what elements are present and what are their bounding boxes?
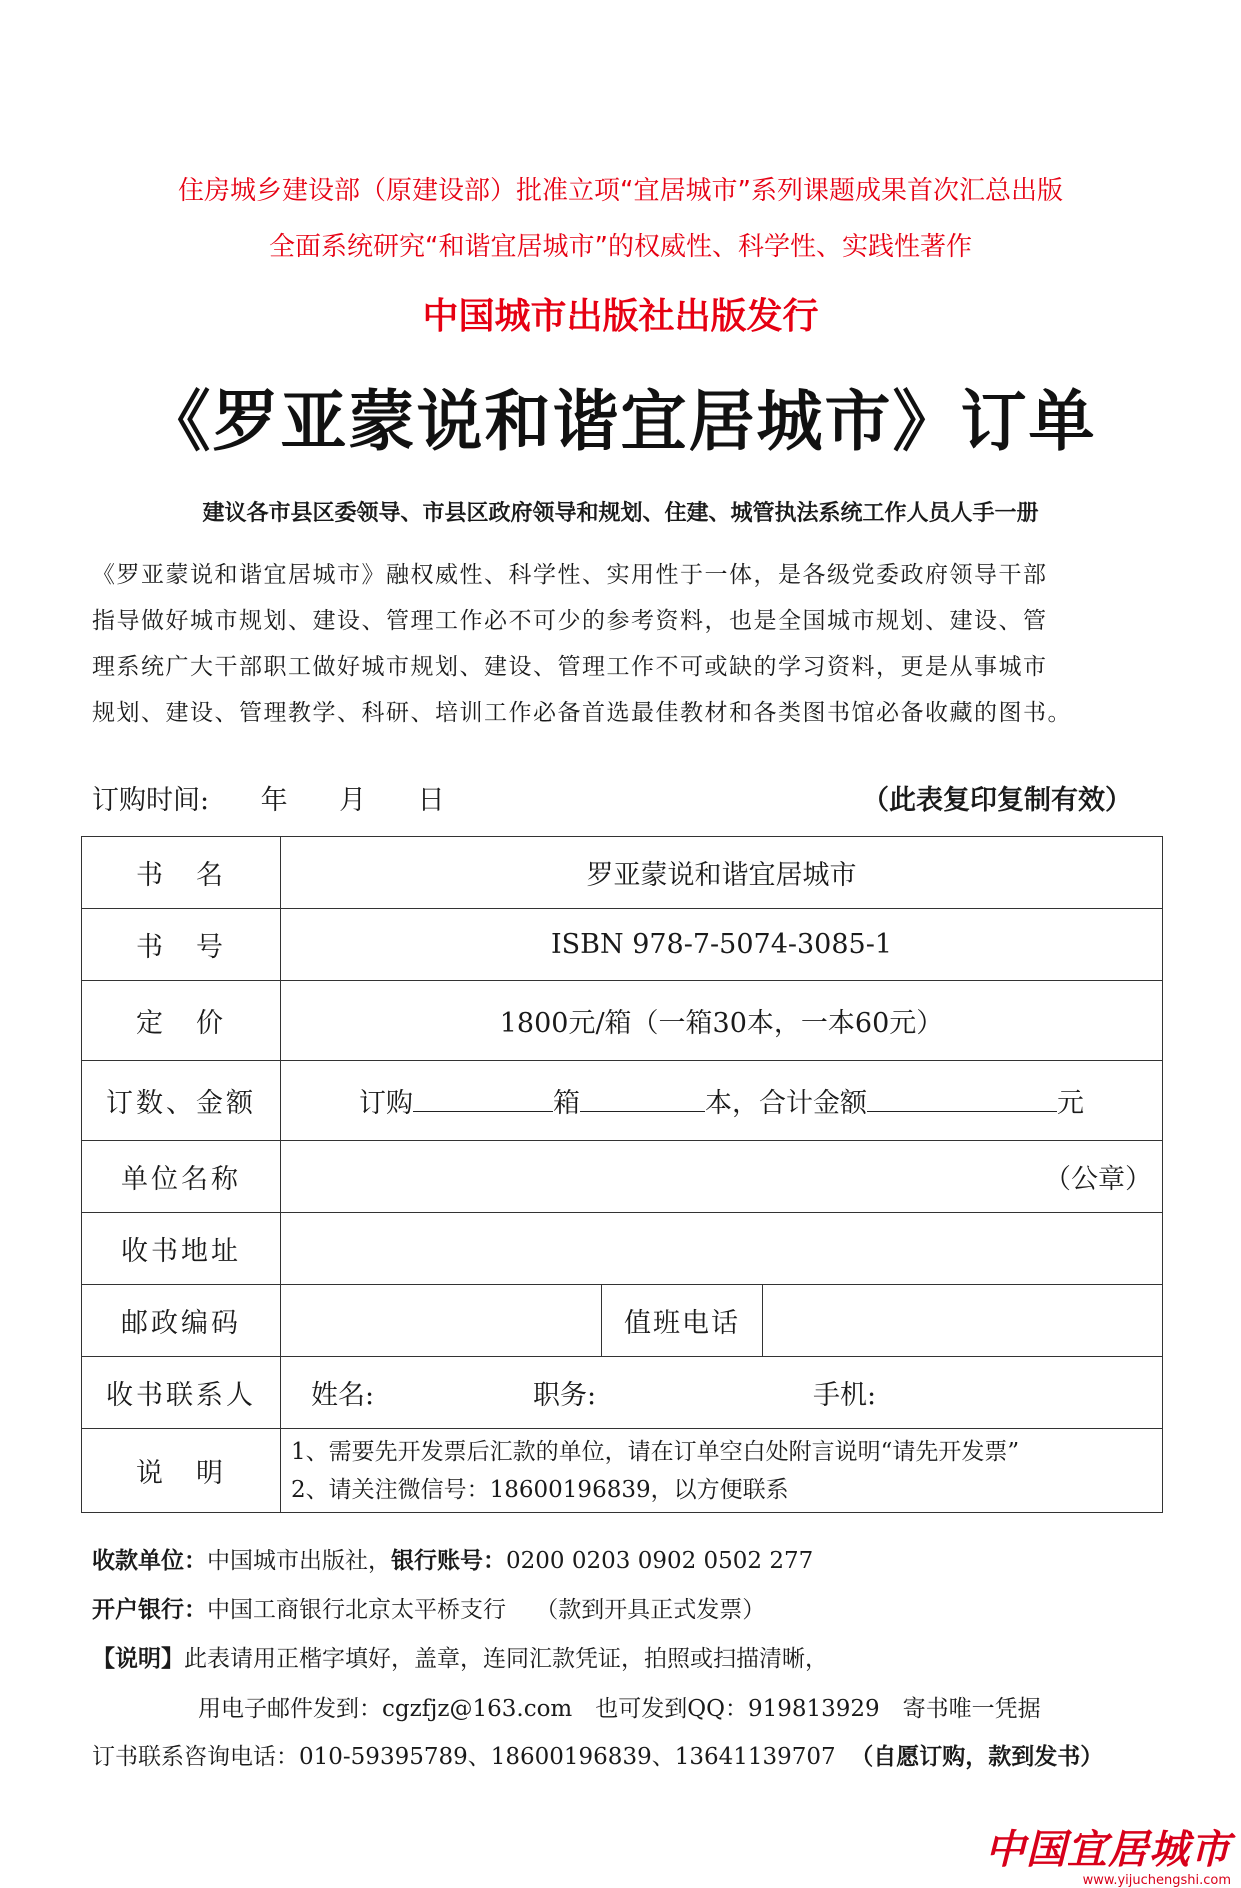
price-value: 1800元/箱（一箱30本，一本60元） — [281, 981, 1163, 1061]
name-label: 姓名: — [311, 1380, 375, 1411]
subtitle: 建议各市县区委领导、市县区政府领导和规划、住建、城管执法系统工作人员人手一册 — [202, 501, 1039, 526]
table-row-price — [82, 981, 1163, 1061]
note-line-2: 2、请关注微信号：18600196839，以方便联系 — [291, 1476, 789, 1503]
unit-label: 单位名称 — [82, 1141, 281, 1213]
account-value: 0200 0203 0902 0502 277 — [506, 1548, 814, 1574]
address-field[interactable] — [281, 1213, 1163, 1285]
instruction-text: 此表请用正楷字填好，盖章，连同汇款凭证，拍照或扫描清晰， — [184, 1646, 828, 1672]
copy-valid-note: （此表复印复制有效） — [862, 785, 1132, 816]
month-label: 月 — [339, 785, 367, 816]
position-label: 职务: — [533, 1380, 597, 1411]
payee-line — [92, 1542, 813, 1575]
day-label: 日 — [417, 785, 445, 816]
table-row-isbn — [82, 909, 1163, 981]
intro-line: 规划、建设、管理教学、科研、培训工作必备首选最佳教材和各类图书馆必备收藏的图书。 — [92, 700, 1072, 726]
email-line: 用电子邮件发到：cgzfjz@163.com 也可发到QQ：919813929 寄书唯一凭据 — [198, 1696, 1041, 1722]
order-time-row — [92, 778, 1132, 818]
postcode-label: 邮政编码 — [82, 1285, 281, 1357]
table-row-contact — [82, 1357, 1163, 1429]
payee-value: 中国城市出版社， — [207, 1548, 391, 1574]
intro-line: 《罗亚蒙说和谐宜居城市》融权威性、科学性、实用性于一体，是各级党委政府领导干部 — [92, 562, 1048, 588]
price-label: 定 价 — [82, 981, 281, 1061]
header-line-1: 住房城乡建设部（原建设部）批准立项“宜居城市”系列课题成果首次汇总出版 — [178, 176, 1063, 206]
order-date — [92, 778, 445, 817]
payee-label: 收款单位： — [92, 1548, 207, 1574]
bank-value: 中国工商银行北京太平桥支行 — [207, 1597, 506, 1623]
isbn-value: ISBN 978-7-5074-3085-1 — [281, 909, 1163, 981]
isbn-label: 书 号 — [82, 909, 281, 981]
year-label: 年 — [260, 785, 288, 816]
phone-note: （自愿订购，款到发书） — [850, 1744, 1104, 1770]
duty-phone-label: 值班电话 — [602, 1285, 763, 1357]
intro-line: 理系统广大干部职工做好城市规划、建设、管理工作不可或缺的学习资料，更是从事城市 — [92, 654, 1048, 680]
unit-field[interactable] — [281, 1141, 1163, 1213]
book-name-value: 罗亚蒙说和谐宜居城市 — [281, 837, 1163, 909]
yuan-text: 元 — [1057, 1088, 1084, 1119]
phone-text: 订书联系咨询电话：010-59395789、18600196839、13641139707 — [92, 1744, 836, 1770]
address-label: 收书地址 — [82, 1213, 281, 1285]
invoice-note: （款到开具正式发票） — [535, 1597, 766, 1623]
bank-line — [92, 1591, 765, 1624]
mobile-label: 手机: — [813, 1380, 877, 1411]
instruction-line — [92, 1640, 828, 1673]
contact-field[interactable] — [281, 1357, 1163, 1429]
table-row-notes — [82, 1429, 1163, 1513]
contact-label: 收书联系人 — [82, 1357, 281, 1429]
seal-note: （公章） — [1044, 1164, 1152, 1195]
instruction-label: 【说明】 — [92, 1646, 184, 1672]
copies-count-input[interactable] — [580, 1089, 705, 1112]
account-label: 银行账号： — [391, 1548, 506, 1574]
intro-line: 指导做好城市规划、建设、管理工作必不可少的参考资料，也是全国城市规划、建设、管 — [92, 608, 1048, 634]
postcode-field[interactable] — [281, 1285, 602, 1357]
publisher-line: 中国城市出版社出版发行 — [422, 295, 819, 337]
box-text: 箱 — [553, 1088, 580, 1119]
page-title: 《罗亚蒙说和谐宜居城市》订单 — [144, 383, 1097, 460]
bank-label: 开户银行： — [92, 1597, 207, 1623]
logo-url: www.yijuchengshi.com — [1082, 1873, 1231, 1888]
site-logo — [985, 1818, 1231, 1888]
header-line-2: 全面系统研究“和谐宜居城市”的权威性、科学性、实践性著作 — [269, 232, 972, 262]
table-row-unit — [82, 1141, 1163, 1213]
table-row-book-name — [82, 837, 1163, 909]
note-line-1: 1、需要先开发票后汇款的单位，请在订单空白处附言说明“请先开发票” — [291, 1438, 1020, 1465]
table-row-postcode — [82, 1285, 1163, 1357]
phone-line — [92, 1738, 1103, 1771]
table-row-quantity — [82, 1061, 1163, 1141]
book-name-label: 书 名 — [82, 837, 281, 909]
notes-label: 说 明 — [82, 1429, 281, 1513]
copies-total-text: 本，合计金额 — [705, 1088, 867, 1119]
order-form-table — [81, 836, 1163, 1513]
total-amount-input[interactable] — [867, 1089, 1057, 1112]
duty-phone-field[interactable] — [763, 1285, 1163, 1357]
order-time-label: 订购时间: — [92, 785, 210, 816]
logo-text: 中国宜居城市 — [985, 1826, 1231, 1873]
box-count-input[interactable] — [413, 1089, 553, 1112]
quantity-field[interactable] — [281, 1061, 1163, 1141]
intro-paragraph — [92, 552, 1152, 736]
notes-content — [281, 1429, 1163, 1513]
table-row-address — [82, 1213, 1163, 1285]
quantity-label: 订数、金额 — [82, 1061, 281, 1141]
order-text: 订购 — [359, 1088, 413, 1119]
